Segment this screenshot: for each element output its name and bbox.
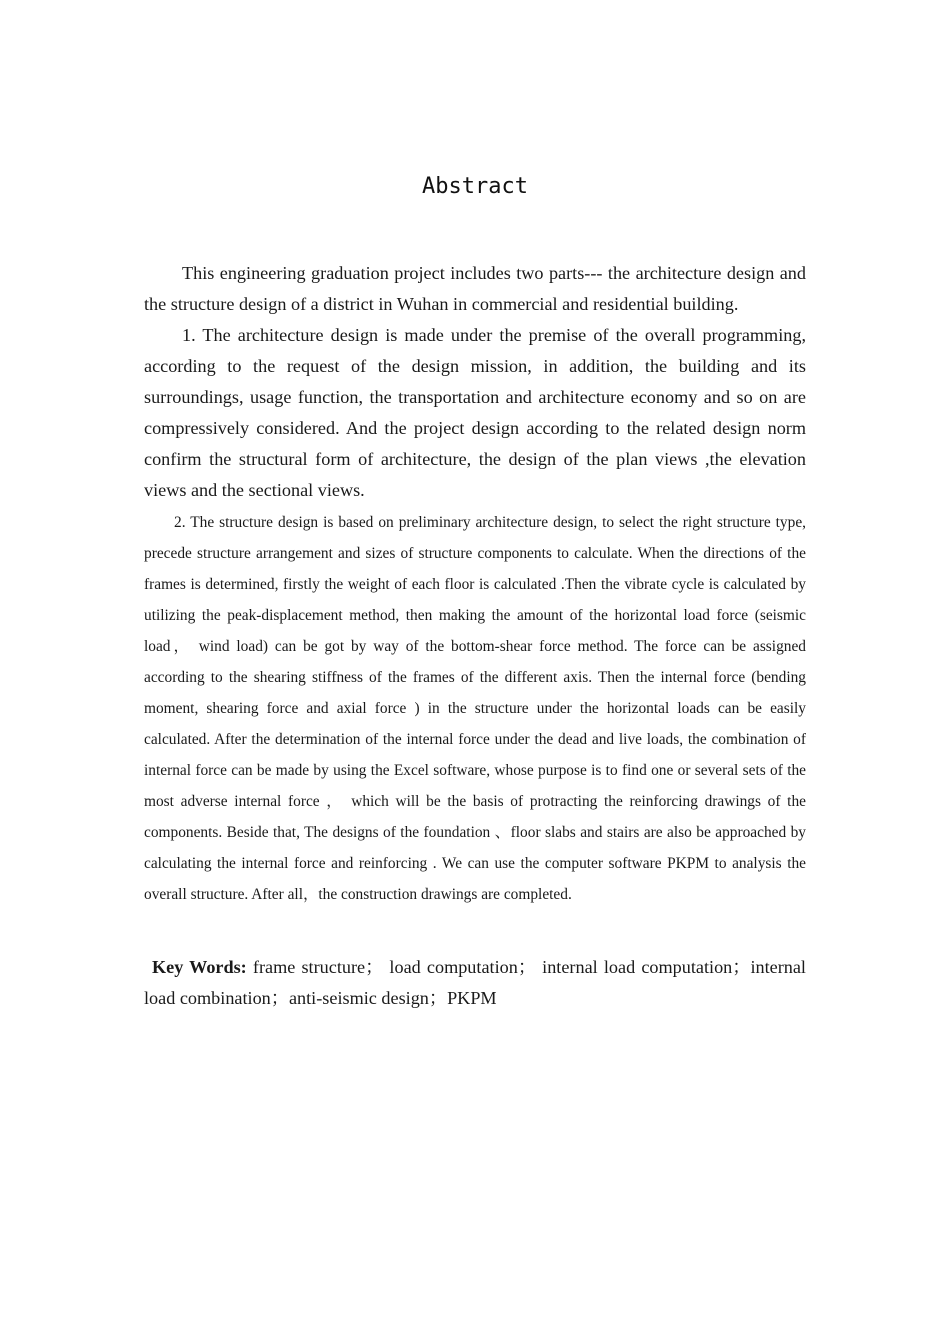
paragraph-architecture-design: 1. The architecture design is made under the premise of the overall programming, according to the request of the design mission, in addition, the building and its surroundings, usage function, the transportation and architecture economy and so on are compressively considered. And the project design according to the related design norm confirm the structural form of architecture, the design of the plan views ,the elevation views and the sectional views. [144, 325, 806, 500]
paragraph-structure-design: 2. The structure design is based on preliminary architecture design, to select the right structure type, precede structure arrangement and sizes of structure components to calculate. When the directions of the frames is determined, firstly the weight of each floor is calculated .Then the vibrate cycle is calculated by utilizing the peak-displacement method, then making the amount of the horizontal load force (seismic load， wind load) can be got by way of the bottom-shear force method. The force can be assigned according to the shearing stiffness of the frames of the different axis. Then the internal force (bending moment, shearing force and axial force ) in the structure under the horizontal loads can be easily calculated. After the determination of the internal force under the dead and live loads, the combination of internal force can be made by using the Excel software, whose purpose is to find one or several sets of the most adverse internal force ， which will be the basis of protracting the reinforcing drawings of the components. Beside that, The designs of the foundation 、floor slabs and stairs are also be approached by calculating the internal force and reinforcing . We can use the computer software PKPM to analysis the overall structure. After all，the construction drawings are completed. [144, 514, 806, 903]
keywords-text: frame structure； load computation； internal load computation；internal load combination；anti-seismic design；PKPM [144, 957, 806, 1008]
keywords-label: Key Words: [152, 957, 247, 977]
abstract-title: Abstract [422, 174, 528, 199]
abstract-body-main [144, 258, 806, 506]
abstract-body-structure [144, 507, 806, 910]
keywords-line [144, 952, 806, 1014]
paragraph-intro: This engineering graduation project includes two parts--- the architecture design and the structure design of a district in Wuhan in commercial and residential building. [144, 263, 806, 314]
